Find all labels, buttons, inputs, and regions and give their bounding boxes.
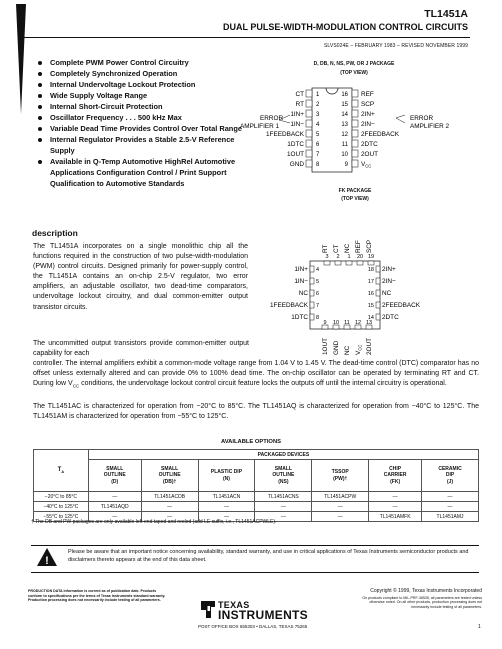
table-cell: —	[198, 502, 255, 512]
description-paragraph-2-start	[33, 339, 249, 359]
pin-lead	[368, 261, 374, 265]
pin-lead	[352, 100, 358, 107]
pin-lead	[306, 120, 312, 127]
pin-name: 2IN−	[382, 278, 396, 285]
column-header: CHIP CARRIER (FK)	[369, 460, 422, 492]
document-title: DUAL PULSE-WIDTH-MODULATION CONTROL CIRCUITS	[223, 22, 468, 32]
mil-notice: On products compliant to MIL-PRF-38535, all parameters are tested unless otherwise noted. On all other products, production processing does not necessarily include testing of all parameters.	[362, 595, 482, 609]
pin-number: 4	[316, 122, 320, 128]
pin-name: 2DTC	[361, 141, 378, 148]
feature-item: Complete PWM Power Control Circuitry	[38, 57, 263, 68]
pin-number: 7	[316, 152, 320, 158]
table-cell: −40°C to 125°C	[34, 502, 89, 512]
pin-name: NC	[344, 243, 351, 253]
pin-lead	[306, 160, 312, 167]
pin-number: 15	[367, 303, 374, 309]
pin-number: 11	[341, 142, 348, 148]
ti-brand	[218, 600, 308, 620]
table-cell: —	[141, 512, 198, 522]
pin-number: 20	[356, 254, 364, 260]
pin-lead	[346, 261, 352, 265]
pin-number: 9	[323, 320, 327, 326]
pin-lead	[306, 110, 312, 117]
pin-number: 9	[344, 162, 348, 168]
pin-lead	[376, 266, 380, 272]
feature-item: Oscillator Frequency . . . 500 kHz Max	[38, 112, 263, 123]
table-row	[34, 492, 479, 502]
copyright-block	[358, 589, 482, 609]
pin-name: NC	[382, 290, 392, 297]
feature-item: Completely Synchronized Operation	[38, 68, 263, 79]
pin-lead	[310, 278, 314, 284]
pin-name: 1IN−	[294, 278, 308, 285]
column-header: CERAMIC DIP (J)	[422, 460, 479, 492]
pin-number: 13	[365, 320, 373, 326]
table-cell: TL1451AMJ	[422, 512, 479, 522]
table-cell: —	[369, 492, 422, 502]
pin-name: $V_{CC}$	[355, 344, 363, 355]
feature-item: Available in Q-Temp Automotive HighRel Automotive Applications Configuration Control / Print Support Qualification to Automotive Standards	[38, 156, 245, 189]
pin-lead	[306, 140, 312, 147]
table-cell: —	[255, 512, 312, 522]
pin-name: 1FEEDBACK	[269, 302, 308, 309]
pin-lead	[376, 302, 380, 308]
left-margin-bar	[16, 4, 26, 114]
pin-lead	[310, 290, 314, 296]
ti-brand-line-1: TEXAS	[218, 600, 250, 610]
pin-name: 1OUT	[286, 151, 304, 158]
pin-lead	[357, 261, 363, 265]
pin-number: 18	[367, 267, 374, 273]
pin-lead	[306, 100, 312, 107]
pin-number: 1	[347, 254, 351, 260]
options-table-title: AVAILABLE OPTIONS	[220, 439, 281, 445]
table-cell: —	[198, 512, 255, 522]
ti-brand-line-2: INSTRUMENTS	[218, 608, 308, 622]
column-header: SMALL OUTLINE (DB)†	[141, 460, 198, 492]
pin-name: GND	[333, 340, 340, 355]
column-header: PLASTIC DIP (N)	[198, 460, 255, 492]
dip-package-title: D, DB, N, NS, PW, OR J PACKAGE	[313, 61, 395, 67]
document-info: SLVS024E – FEBRUARY 1983 – REVISED NOVEMBER 1999	[323, 43, 468, 49]
pin-name: CT	[333, 244, 340, 253]
pin-name: SCP	[366, 239, 373, 253]
dip-body	[312, 88, 352, 172]
pin-number: 14	[367, 315, 374, 321]
pin-number: 16	[341, 92, 348, 98]
page-number: 1	[478, 624, 481, 630]
table-cell: —	[88, 512, 141, 522]
ti-logo-icon	[200, 598, 216, 620]
pin-number: 13	[341, 122, 348, 128]
pin-number: 3	[316, 112, 320, 118]
pin-name: SCP	[361, 101, 375, 108]
error-amp-1-label: ERROR	[260, 115, 284, 122]
pin-number: 5	[316, 279, 320, 285]
fk-pinout-diagram	[240, 205, 490, 355]
svg-text:!: !	[45, 555, 49, 567]
dip-pinout-diagram	[240, 80, 490, 180]
table-cell: —	[255, 502, 312, 512]
pin-name: GND	[289, 161, 304, 168]
pin-lead	[376, 290, 380, 296]
pin-number: 16	[367, 291, 374, 297]
pin-name: RT	[295, 101, 304, 108]
pin-name: 1FEEDBACK	[265, 131, 304, 138]
pin-number: 2	[316, 102, 320, 108]
pin-name: 2IN+	[382, 266, 396, 273]
pin-lead	[310, 314, 314, 320]
pin-name: 2FEEDBACK	[361, 131, 400, 138]
feature-list	[38, 57, 263, 189]
pin-number: 10	[341, 152, 348, 158]
pin-number: 10	[332, 320, 340, 326]
pin-lead	[324, 261, 330, 265]
table-cell: TL1451ACPW	[312, 492, 369, 502]
pin-name: RT	[322, 244, 329, 253]
pin-name: 1IN−	[290, 121, 304, 128]
pin-lead	[376, 314, 380, 320]
pin-number: 11	[344, 320, 350, 326]
pin-name: 1OUT	[322, 337, 329, 355]
pin-number: 8	[316, 315, 320, 321]
table-cell: —	[422, 492, 479, 502]
pin-lead	[310, 302, 314, 308]
pin-name: 2OUT	[366, 337, 373, 355]
company-address: POST OFFICE BOX 655303 • DALLAS, TEXAS 75265	[198, 624, 308, 629]
table-cell: TL1451ACDB	[141, 492, 198, 502]
feature-item: Internal Undervoltage Lockout Protection	[38, 79, 263, 90]
description-paragraph-2-rest	[33, 359, 479, 392]
options-table	[33, 449, 479, 522]
dip-package-view: (TOP VIEW)	[340, 70, 368, 76]
table-cell: —	[369, 502, 422, 512]
feature-item: Variable Dead Time Provides Control Over Total Range	[38, 123, 245, 134]
part-number: TL1451A	[424, 8, 468, 20]
description-heading: description	[32, 228, 78, 238]
error-amp-2-bracket	[396, 115, 405, 123]
pin-name: 2OUT	[361, 151, 379, 158]
table-cell: TL1451ACNS	[255, 492, 312, 502]
table-cell: −55°C to 125°C	[34, 512, 89, 522]
pin-number: 14	[341, 112, 348, 118]
pin-name: $V_{CC}$	[361, 161, 372, 169]
description-paragraph-3: The TL1451AC is characterized for operation from −20°C to 85°C. The TL1451AQ is characterized for operation from −40°C to 125°C. The TL1451AM is characterized for operation from −55°C to 125°C.	[33, 403, 479, 421]
pin-number: 8	[316, 162, 320, 168]
copyright: Copyright © 1999, Texas Instruments Incorporated	[370, 588, 482, 594]
pin-number: 6	[316, 291, 320, 297]
table-cell: —	[422, 502, 479, 512]
pin-name: 1DTC	[291, 314, 308, 321]
table-cell: TL1451AQD	[88, 502, 141, 512]
pin-name: REF	[361, 91, 374, 98]
header-rule	[18, 37, 470, 38]
important-notice: Please be aware that an important notice concerning availability, standard warranty, and use in critical applications of Texas Instruments semiconductor products and disclaimers thereto appears at the end of this data sheet.	[68, 549, 469, 563]
table-cell: TL1451AMFK	[369, 512, 422, 522]
pin-lead	[306, 90, 312, 97]
pin-name: NC	[344, 345, 351, 355]
pin-name: 2FEEDBACK	[382, 302, 421, 309]
column-header: TSSOP (PW)†	[312, 460, 369, 492]
pin-number: 17	[367, 279, 374, 285]
paragraph-2-body: controller. The internal amplifiers exhibit a common-mode voltage range from 1.04 V to 1.45 V. The dead-time control (DTC) comparator has no offset unless externally altered and can provide 0% to 100% dead time. The on-chip oscillator can be operated by terminating RT and CT. During low $V_{CC}$ conditions, the undervoltage lockout control circuit feature locks the outputs off until the internal circuitry is operational.	[33, 360, 479, 389]
pin-number: 4	[316, 267, 320, 273]
fk-package-title: FK PACKAGE	[338, 188, 372, 194]
pin-number: 15	[341, 102, 348, 108]
pin-name: REF	[355, 240, 362, 253]
ta-header: $T_A$	[34, 450, 89, 492]
pin-lead	[352, 90, 358, 97]
error-amp-2-label: AMPLIFIER 2	[410, 123, 450, 130]
options-footnote: † The DB and PW packages are only available left-end taped and reeled (add LE suffix, i.e., TL1451ACPWLE).	[31, 519, 277, 525]
options-table-body	[34, 492, 479, 522]
pin-name: 2IN+	[361, 111, 375, 118]
pin-lead	[376, 278, 380, 284]
error-amp-2-label: ERROR	[410, 115, 434, 122]
pin-number: 2	[336, 254, 340, 260]
error-amp-1-label: AMPLIFIER 1	[240, 123, 280, 130]
pin-name: 1IN+	[294, 266, 308, 273]
feature-item: Internal Short-Circuit Protection	[38, 101, 263, 112]
table-row	[34, 502, 479, 512]
pin-name: 2IN−	[361, 121, 375, 128]
table-cell: —	[141, 502, 198, 512]
column-headers	[34, 460, 479, 492]
pin-lead	[306, 150, 312, 157]
pin-number: 12	[354, 320, 362, 326]
pin-number: 6	[316, 142, 320, 148]
pin-lead	[352, 110, 358, 117]
packaged-devices-header: PACKAGED DEVICES	[88, 450, 478, 460]
column-header: SMALL OUTLINE (D)	[88, 460, 141, 492]
pin-name: 2DTC	[382, 314, 399, 321]
pin-lead	[352, 160, 358, 167]
feature-item: Wide Supply Voltage Range	[38, 90, 263, 101]
pin-lead	[352, 140, 358, 147]
pin-number: 12	[341, 132, 348, 138]
pin-lead	[335, 261, 341, 265]
description-paragraph-1: The TL1451A incorporates on a single monolithic chip all the functions required in the construction of two pulse-width-modulation (PWM) control circuits. Designed primarily for power-supply control, the TL1451A contains an on-chip 2.5-V regulator, two error amplifiers, an adjustable oscillator, two dead-time comparators, undervoltage lockout circuitry, and dual common-emitter output transistor circuits.	[33, 243, 248, 311]
pin-lead	[352, 130, 358, 137]
production-data-notice: PRODUCTION DATA information is current as of publication date. Products conform to specifications per the terms of Texas Instruments standard warranty. Production processing does not necessarily include testing of all parameters.	[28, 589, 166, 602]
table-cell: —	[312, 502, 369, 512]
fk-package-view: (TOP VIEW)	[341, 196, 369, 202]
warning-icon	[36, 547, 58, 567]
feature-item: Internal Regulator Provides a Stable 2.5-V Reference Supply	[38, 134, 245, 156]
table-cell: —	[88, 492, 141, 502]
pin-name: 1DTC	[287, 141, 304, 148]
paragraph-2-lead: The uncommitted output transistors provide common-emitter output capability for each	[33, 340, 249, 358]
table-cell: —	[312, 512, 369, 522]
pin-number: 3	[325, 254, 329, 260]
pin-number: 7	[316, 303, 320, 309]
pin-number: 5	[316, 132, 320, 138]
pin-number: 19	[367, 254, 375, 260]
pin-name: NC	[298, 290, 308, 297]
pin-lead	[352, 150, 358, 157]
pin-lead	[306, 130, 312, 137]
column-header: SMALL OUTLINE (NS)	[255, 460, 312, 492]
table-cell: −20°C to 85°C	[34, 492, 89, 502]
pin-name: CT	[295, 91, 304, 98]
pin-name: 1IN+	[290, 111, 304, 118]
pin-number: 1	[316, 92, 320, 98]
table-cell: TL1451ACN	[198, 492, 255, 502]
pin-lead	[352, 120, 358, 127]
pin-lead	[310, 266, 314, 272]
